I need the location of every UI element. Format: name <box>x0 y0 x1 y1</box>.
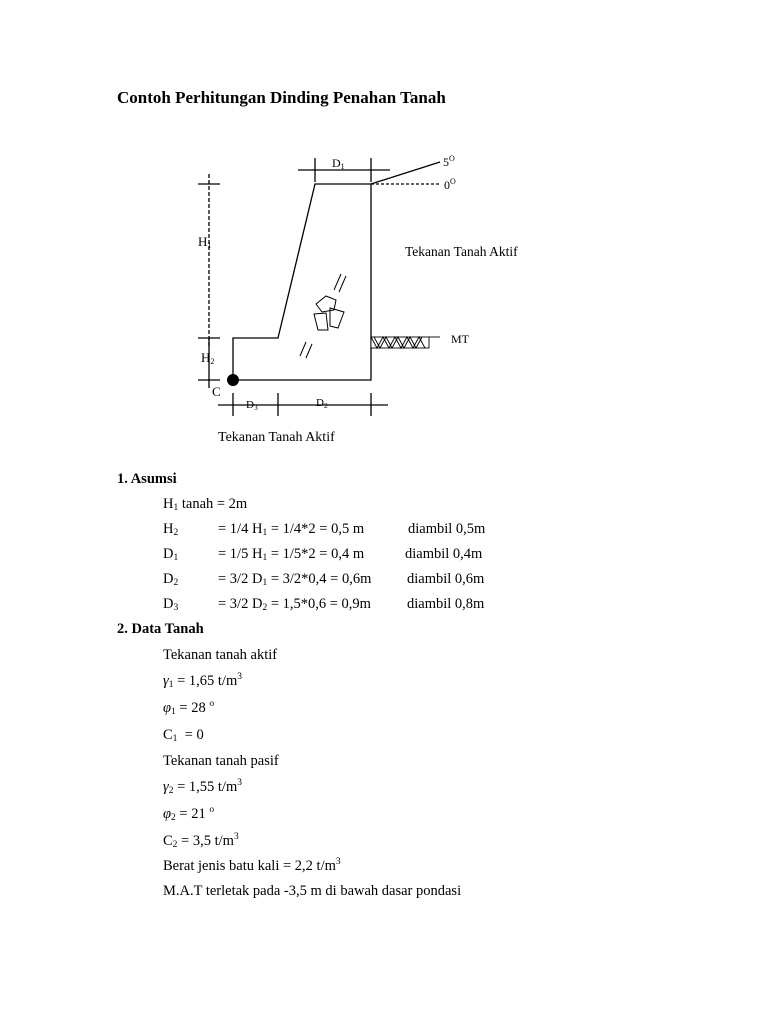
phi1-line: $\varphi_1 = 28$ $^o$ <box>163 699 215 717</box>
asumsi-row-d2-note: diambil 0,6m <box>407 571 485 587</box>
angle-5-label: $5^O$ <box>443 154 455 169</box>
asumsi-row-h2-var: $H_2$ <box>163 521 179 538</box>
h2-label: H2 <box>201 350 215 366</box>
c1-line: $C_1 = 0$ <box>163 727 204 744</box>
asumsi-row-d3-var: $D_3$ <box>163 596 179 613</box>
aktif-label: Tekanan tanah aktif <box>163 647 278 663</box>
asumsi-row-h2-note: diambil 0,5m <box>408 521 486 537</box>
ground-hatch <box>371 337 440 348</box>
asumsi-row-d1-note: diambil 0,4m <box>405 546 483 562</box>
point-c-dot <box>227 374 239 386</box>
asumsi-row-d3-expr: = 3/2 $D_2 = 1,5*0,6 = 0,9m$ <box>218 596 371 613</box>
backfill-slope-line <box>371 162 440 184</box>
page-title: Contoh Perhitungan Dinding Penahan Tanah <box>117 88 446 107</box>
pasif-label: Tekanan tanah pasif <box>163 753 279 769</box>
asumsi-heading: 1. Asumsi <box>117 471 177 487</box>
asumsi-row-d1-expr: = 1/5 $H_1 = 1/5*2 = 0,4$ m <box>218 546 365 563</box>
d3-label: D3 <box>246 399 258 412</box>
d2-label: D2 <box>316 397 328 410</box>
asumsi-row-d1-var: $D_1$ <box>163 546 179 563</box>
h1-label: H1 <box>198 234 212 250</box>
c-label: C <box>212 384 221 399</box>
retaining-wall-diagram <box>0 0 768 460</box>
mt-label: MT <box>451 332 469 346</box>
mat-line: M.A.T terletak pada -3,5 m di bawah dasar pondasi <box>163 883 462 899</box>
angle-0-label: $0^O$ <box>444 177 456 192</box>
data-tanah-heading: 2. Data Tanah <box>117 621 204 637</box>
stone-symbol <box>300 274 346 358</box>
c2-line: $C_2 = 3,5$ $t/m^3$ <box>163 832 239 850</box>
gamma2-line: $\gamma_2 = 1,55$ $t/m^3$ <box>163 778 242 796</box>
asumsi-row-d2-var: $D_2$ <box>163 571 179 588</box>
d1-label: D1 <box>332 156 345 171</box>
asumsi-row-d3-note: diambil 0,8m <box>407 596 485 612</box>
asumsi-row-h1: $H_1$ tanah = 2m <box>163 496 248 513</box>
gamma1-line: $\gamma_1 = 1,65$ $t/m^3$ <box>163 672 242 690</box>
asumsi-row-d2-expr: = 3/2 $D_1 = 3/2*0,4 = 0,6m$ <box>218 571 372 588</box>
asumsi-row-h2-expr: = 1/4 $H_1 = 1/4*2 = 0,5$ m <box>218 521 365 538</box>
phi2-line: $\varphi_2 = 21$ $^o$ <box>163 805 215 823</box>
tekanan-aktif-right-label: Tekanan Tanah Aktif <box>405 244 518 259</box>
berat-jenis-line: Berat jenis batu kali = 2,2 $t/m^3$ <box>163 857 341 874</box>
figure-caption: Tekanan Tanah Aktif <box>218 430 335 445</box>
